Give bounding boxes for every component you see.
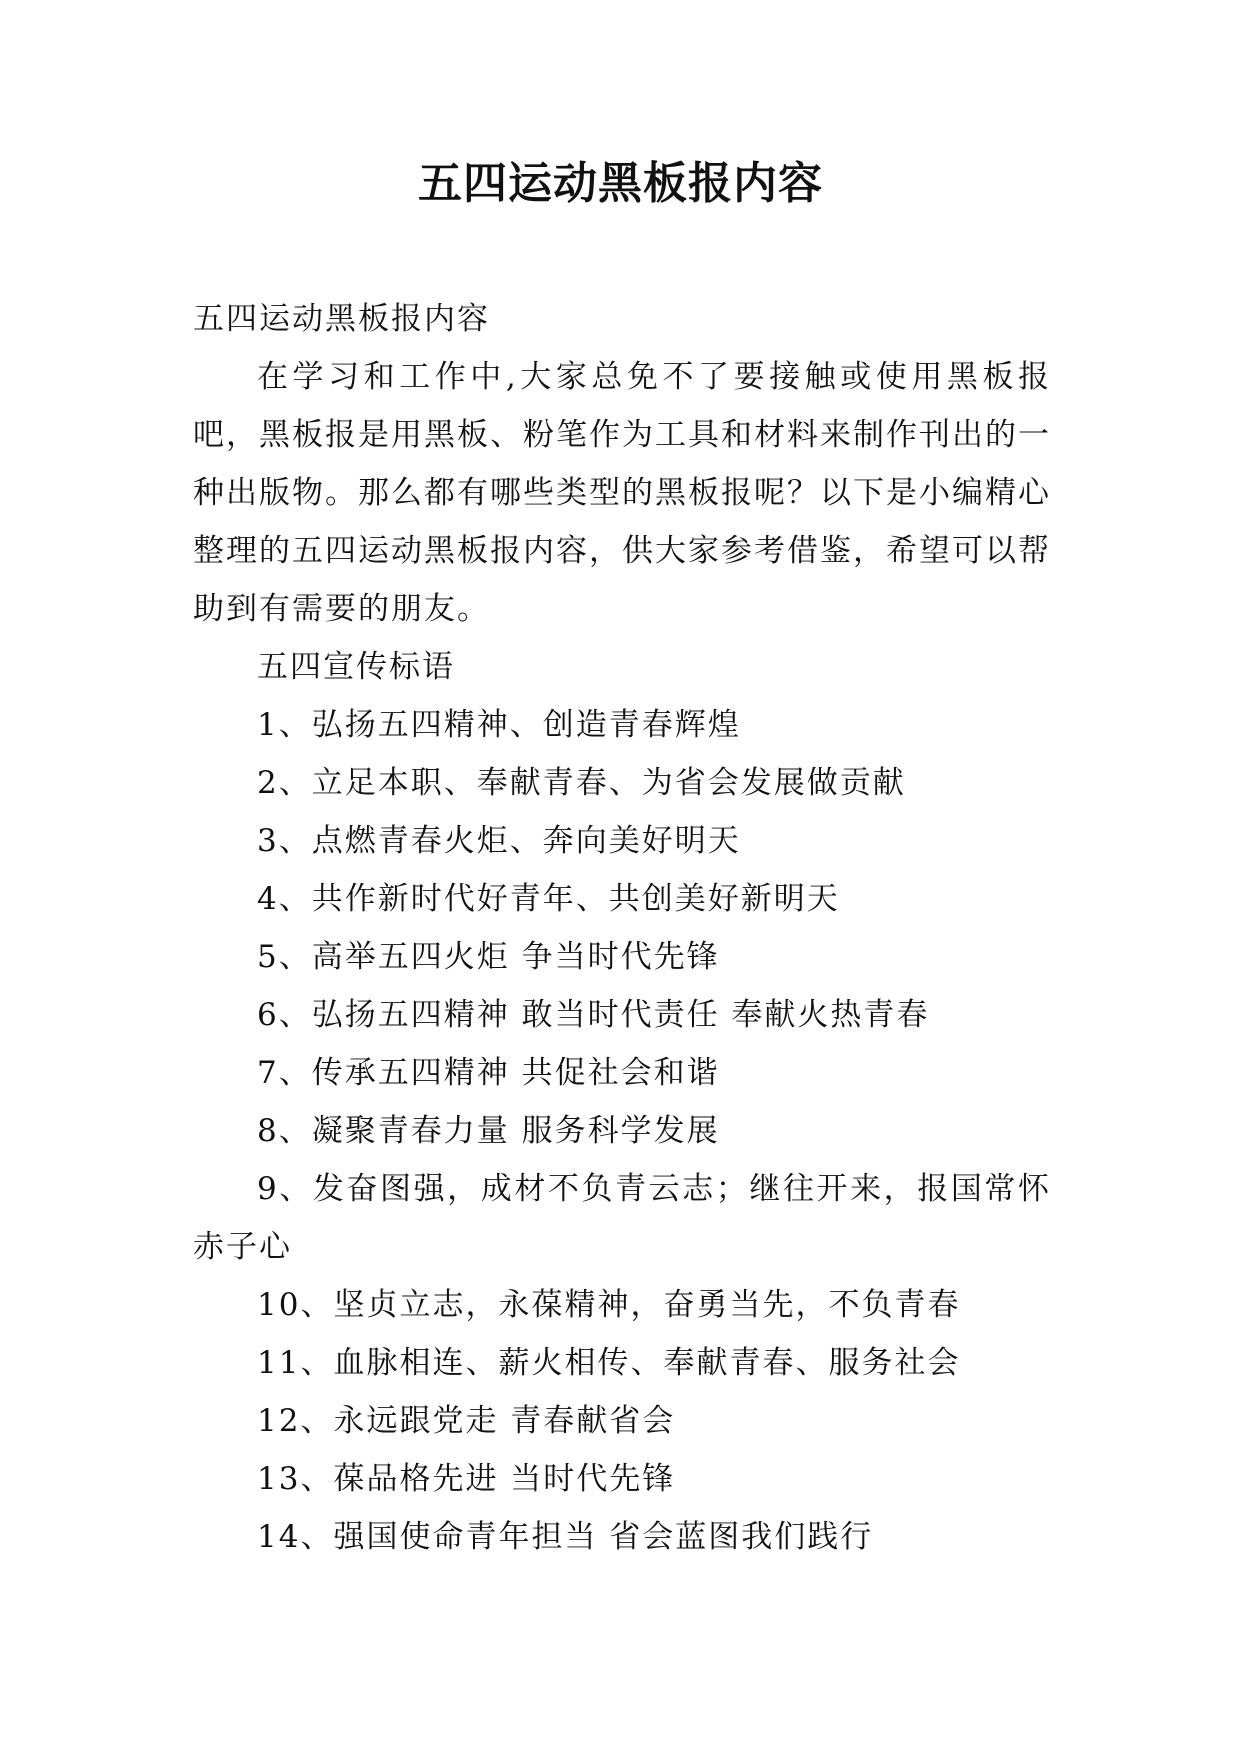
slogan-item: 6、弘扬五四精神 敢当时代责任 奉献火热青春 [257,997,930,1033]
slogan-item: 14、强国使命青年担当 省会蓝图我们践行 [257,1519,874,1555]
slogan-item: 4、共作新时代好青年、共创美好新明天 [257,881,840,917]
document-title: 五四运动黑板报内容 [418,158,823,209]
slogan-item: 2、立足本职、奉献青春、为省会发展做贡献 [257,765,906,801]
slogan-item: 5、高举五四火炬 争当时代先锋 [257,939,720,975]
document-body [193,290,1051,1566]
slogan-item: 1、弘扬五四精神、创造青春辉煌 [257,707,741,743]
slogan-item: 8、凝聚青春力量 服务科学发展 [257,1113,720,1149]
slogan-item: 7、传承五四精神 共促社会和谐 [257,1055,720,1091]
intro-paragraph: 在学习和工作中,大家总免不了要接触或使用黑板报吧，黑板报是用黑板、粉笔作为工具和材料来制作刊出的一种出版物。那么都有哪些类型的黑板报呢？以下是小编精心整理的五四运动黑板报内容，供大家参考借鉴，希望可以帮助到有需要的朋友。 [193,359,1051,627]
slogan-item: 11、血脉相连、薪火相传、奉献青春、服务社会 [257,1345,961,1381]
subtitle-paragraph: 五四运动黑板报内容 [193,301,490,337]
slogan-item: 12、永远跟党走 青春献省会 [257,1403,676,1439]
slogan-item: 3、点燃青春火炬、奔向美好明天 [257,823,741,859]
slogan-item: 10、坚贞立志，永葆精神，奋勇当先，不负青春 [257,1287,961,1323]
section-heading: 五四宣传标语 [257,649,455,685]
slogan-item: 13、葆品格先进 当时代先锋 [257,1461,676,1497]
slogan-item: 9、发奋图强，成材不负青云志；继往开来，报国常怀赤子心 [193,1171,1051,1265]
